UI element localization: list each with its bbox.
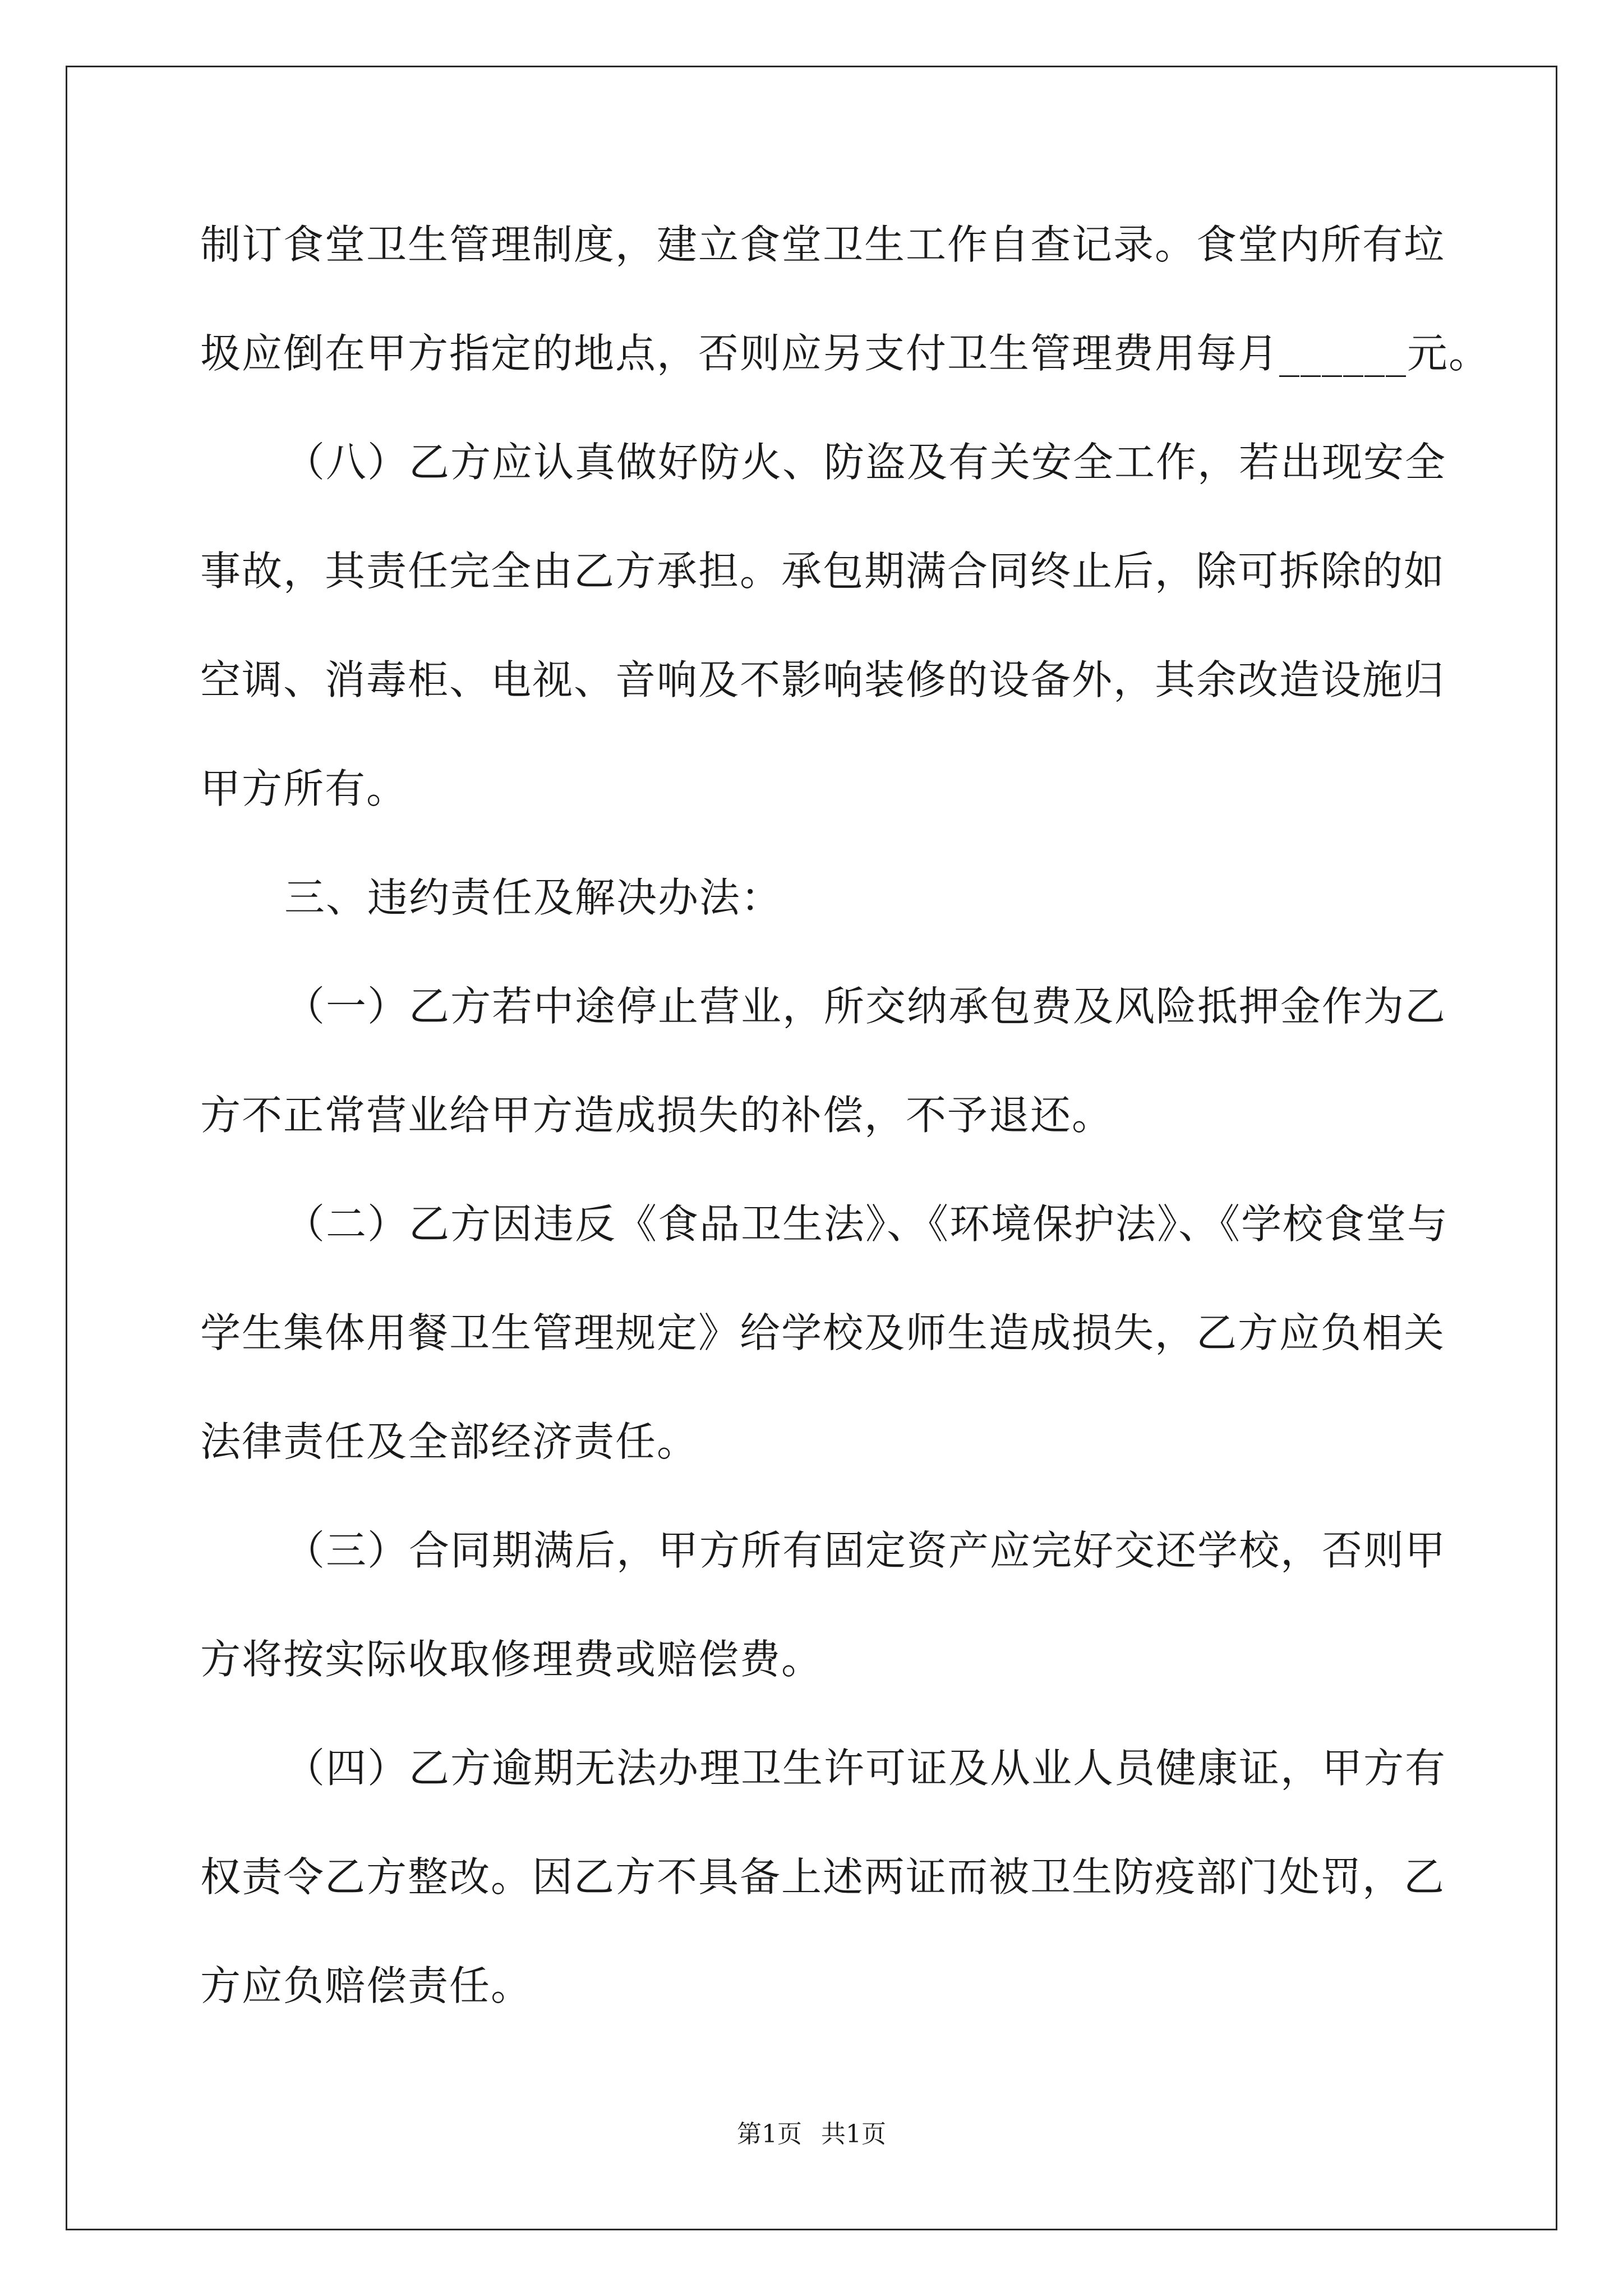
section-heading	[200, 871, 1434, 924]
text-line: 法律责任及全部经济责任。	[200, 1418, 699, 1465]
text-line: 方应负赔偿责任。	[200, 1962, 533, 2009]
text-line: （四）乙方逾期无法办理卫生许可证及从业人员健康证，甲方有	[284, 1745, 1447, 1792]
text-line: 方不正常营业给甲方造成损失的补偿，不予退还。	[200, 1092, 1114, 1139]
page-number: 第1页	[737, 2120, 802, 2148]
text-line: （二）乙方因违反《食品卫生法》、《环境保护法》、《学校食堂与	[284, 1200, 1449, 1248]
paragraph	[200, 218, 1491, 380]
text-line: （一）乙方若中途停止营业，所交纳承包费及风险抵押金作为乙	[284, 983, 1447, 1030]
page-footer	[0, 2114, 1623, 2150]
text-line: 权责令乙方整改。因乙方不具备上述两证而被卫生防疫部门处罚，乙	[200, 1853, 1446, 1901]
text-line: （八）乙方应认真做好防火、防盗及有关安全工作，若出现安全	[284, 439, 1447, 486]
paragraph	[200, 1524, 1447, 1686]
text-line: 空调、消毒柜、电视、音响及不影响装修的设备外，其余改造设施归	[200, 656, 1446, 703]
paragraph	[200, 1741, 1447, 2013]
paragraph	[200, 435, 1447, 816]
text-line: 事故，其责任完全由乙方承担。承包期满合同终止后，除可拆除的如	[200, 547, 1446, 595]
text-line: 圾应倒在甲方指定的地点，否则应另支付卫生管理费用每月______元。	[200, 330, 1491, 377]
text-line: 制订食堂卫生管理制度，建立食堂卫生工作自查记录。食堂内所有垃	[200, 221, 1446, 268]
text-line: 学生集体用餐卫生管理规定》给学校及师生造成损失，乙方应负相关	[200, 1309, 1446, 1356]
paragraph	[200, 1197, 1449, 1469]
text-line: 甲方所有。	[200, 765, 408, 812]
document-body	[200, 218, 1491, 2013]
paragraph	[200, 979, 1447, 1142]
text-line: 方将按实际收取修理费或赔偿费。	[200, 1636, 823, 1683]
text-line: 三、违约责任及解决办法：	[284, 874, 783, 921]
text-line: （三）合同期满后，甲方所有固定资产应完好交还学校，否则甲	[284, 1527, 1447, 1574]
page-total: 共1页	[821, 2120, 886, 2148]
